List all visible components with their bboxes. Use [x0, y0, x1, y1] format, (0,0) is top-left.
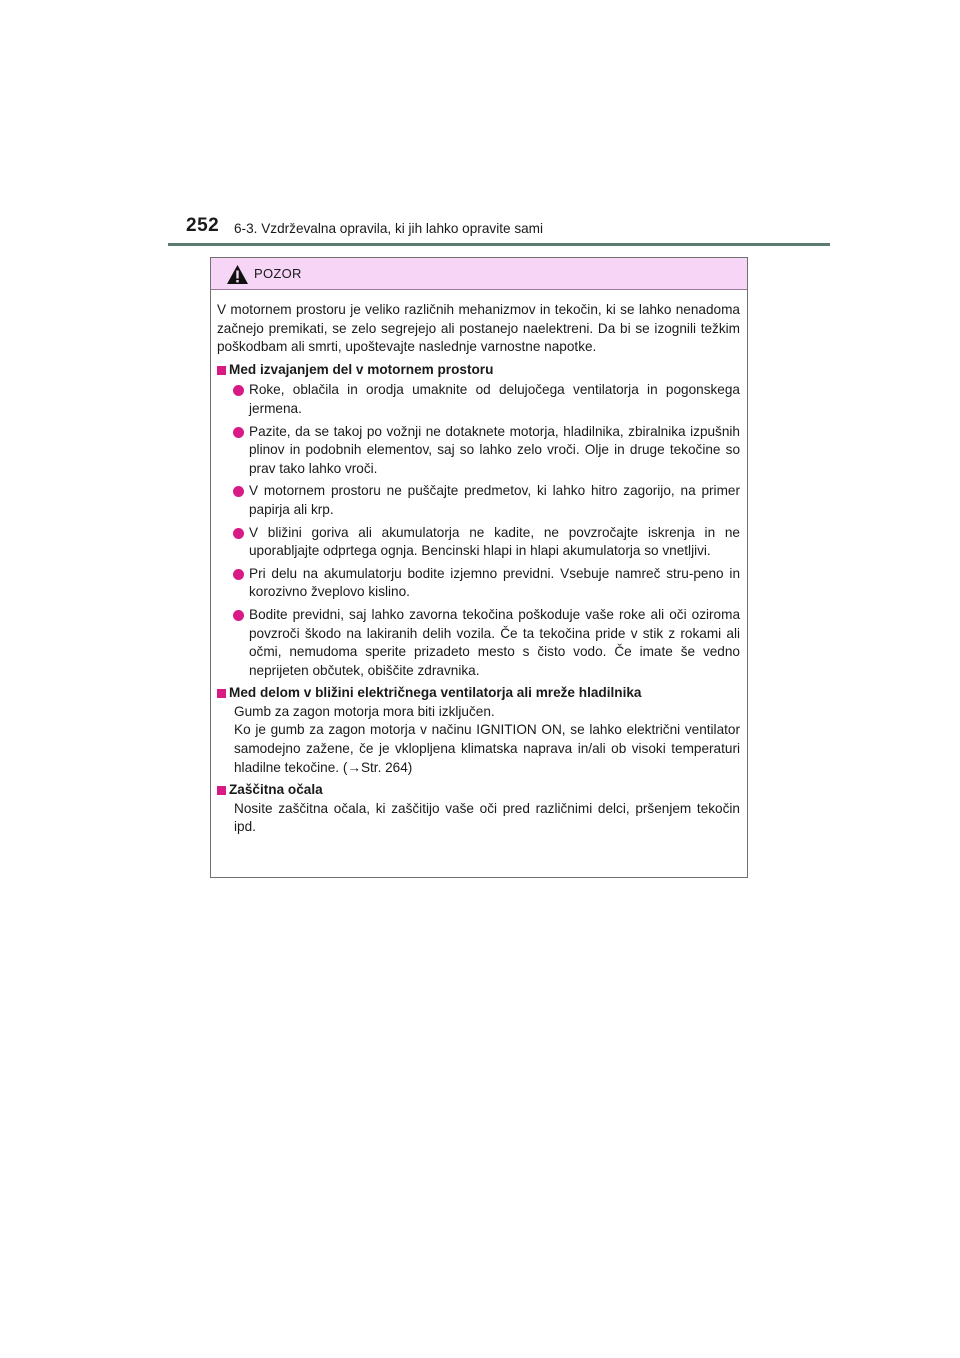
- list-item: [217, 524, 740, 561]
- section-engine-compartment: [217, 361, 740, 681]
- list-item-text: Pri delu na akumulatorju bodite izjemno previdni. Vsebuje namreč stru-peno in korozivno žveplovo kislino.: [249, 565, 740, 600]
- list-item-text: Bodite previdni, saj lahko zavorna tekočina poškoduje vaše roke ali oči oziroma povzroči škodo na lakiranih delih vozila. Če ta tekočina pride v stik z rokami ali očmi, nemudoma sperite prizadeto mesto s čisto vodo. Če imate še vedno neprijeten občutek, obiščite zdravnika.: [249, 606, 740, 678]
- circle-bullet-icon: [233, 486, 244, 497]
- list-item-text: V bližini goriva ali akumulatorja ne kadite, ne povzročajte iskrenja in ne uporabljajte odprtega ognja. Bencinski hlapi in hlapi akumulatorja so vnetljivi.: [249, 524, 740, 559]
- paragraph-line: Nosite zaščitna očala, ki zaščitijo vaše oči pred različnimi delci, pršenjem tekočin ipd.: [234, 800, 740, 835]
- list-item: [217, 381, 740, 418]
- list-item: [217, 565, 740, 602]
- section-heading: [217, 781, 740, 800]
- list-item-text: Pazite, da se takoj po vožnji ne dotaknete motorja, hladilnika, zbiralnika izpušnih plinov in podobnih elementov, saj so lahko zelo vroči. Olje in druge tekočine so prav tako lahko vroči.: [249, 423, 740, 476]
- section-paragraph: [217, 703, 740, 777]
- paragraph-line: Ko je gumb za zagon motorja v načinu IGNITION ON, se lahko električni ventilator samodejno zažene, če je vklopljena klimatska naprava in/ali ob visoki temperaturi hladilne tekočine. (→Str. 264): [234, 722, 740, 775]
- warning-header: [211, 258, 747, 290]
- list-item-text: Roke, oblačila in orodja umaknite od delujočega ventilatorja in pogonskega jermena.: [249, 382, 740, 416]
- warning-body: [211, 290, 747, 837]
- circle-bullet-icon: [233, 385, 244, 396]
- section-safety-glasses: [217, 781, 740, 837]
- section-electric-fan: [217, 684, 740, 777]
- section-heading: [217, 684, 740, 703]
- circle-bullet-icon: [233, 610, 244, 621]
- list-item-text: V motornem prostoru ne puščajte predmetov, ki lahko hitro zagorijo, na primer papirja ali krp.: [249, 483, 740, 517]
- warning-label: POZOR: [254, 266, 302, 281]
- circle-bullet-icon: [233, 569, 244, 580]
- list-item: [217, 482, 740, 519]
- section-heading-text: Zaščitna očala: [229, 782, 323, 798]
- circle-bullet-icon: [233, 427, 244, 438]
- warning-triangle-icon: [226, 264, 249, 285]
- section-heading-text: Med delom v bližini električnega ventilatorja ali mreže hladilnika: [229, 685, 642, 701]
- section-heading: [217, 361, 740, 380]
- square-bullet-icon: [217, 689, 226, 698]
- warning-box: [210, 257, 748, 878]
- paragraph-line: Gumb za zagon motorja mora biti izključen.: [234, 703, 495, 719]
- page-number: 252: [186, 215, 220, 236]
- circle-bullet-icon: [233, 528, 244, 539]
- section-heading-text: Med izvajanjem del v motornem prostoru: [229, 361, 494, 377]
- list-item: [217, 423, 740, 479]
- square-bullet-icon: [217, 786, 226, 795]
- warning-intro: V motornem prostoru je veliko različnih mehanizmov in tekočin, ki se lahko nenadoma začnejo premikati, se zelo segrejejo ali postanejo naelektreni. Da bi se izognili težkim poškodbam ali smrti, upoštevajte naslednje varnostne napotke.: [217, 302, 740, 355]
- bullet-list: [217, 381, 740, 680]
- square-bullet-icon: [217, 366, 226, 375]
- section-paragraph: [217, 800, 740, 837]
- header-divider: [168, 243, 830, 246]
- list-item: [217, 606, 740, 680]
- section-title: 6-3. Vzdrževalna opravila, ki jih lahko opravite sami: [234, 221, 544, 236]
